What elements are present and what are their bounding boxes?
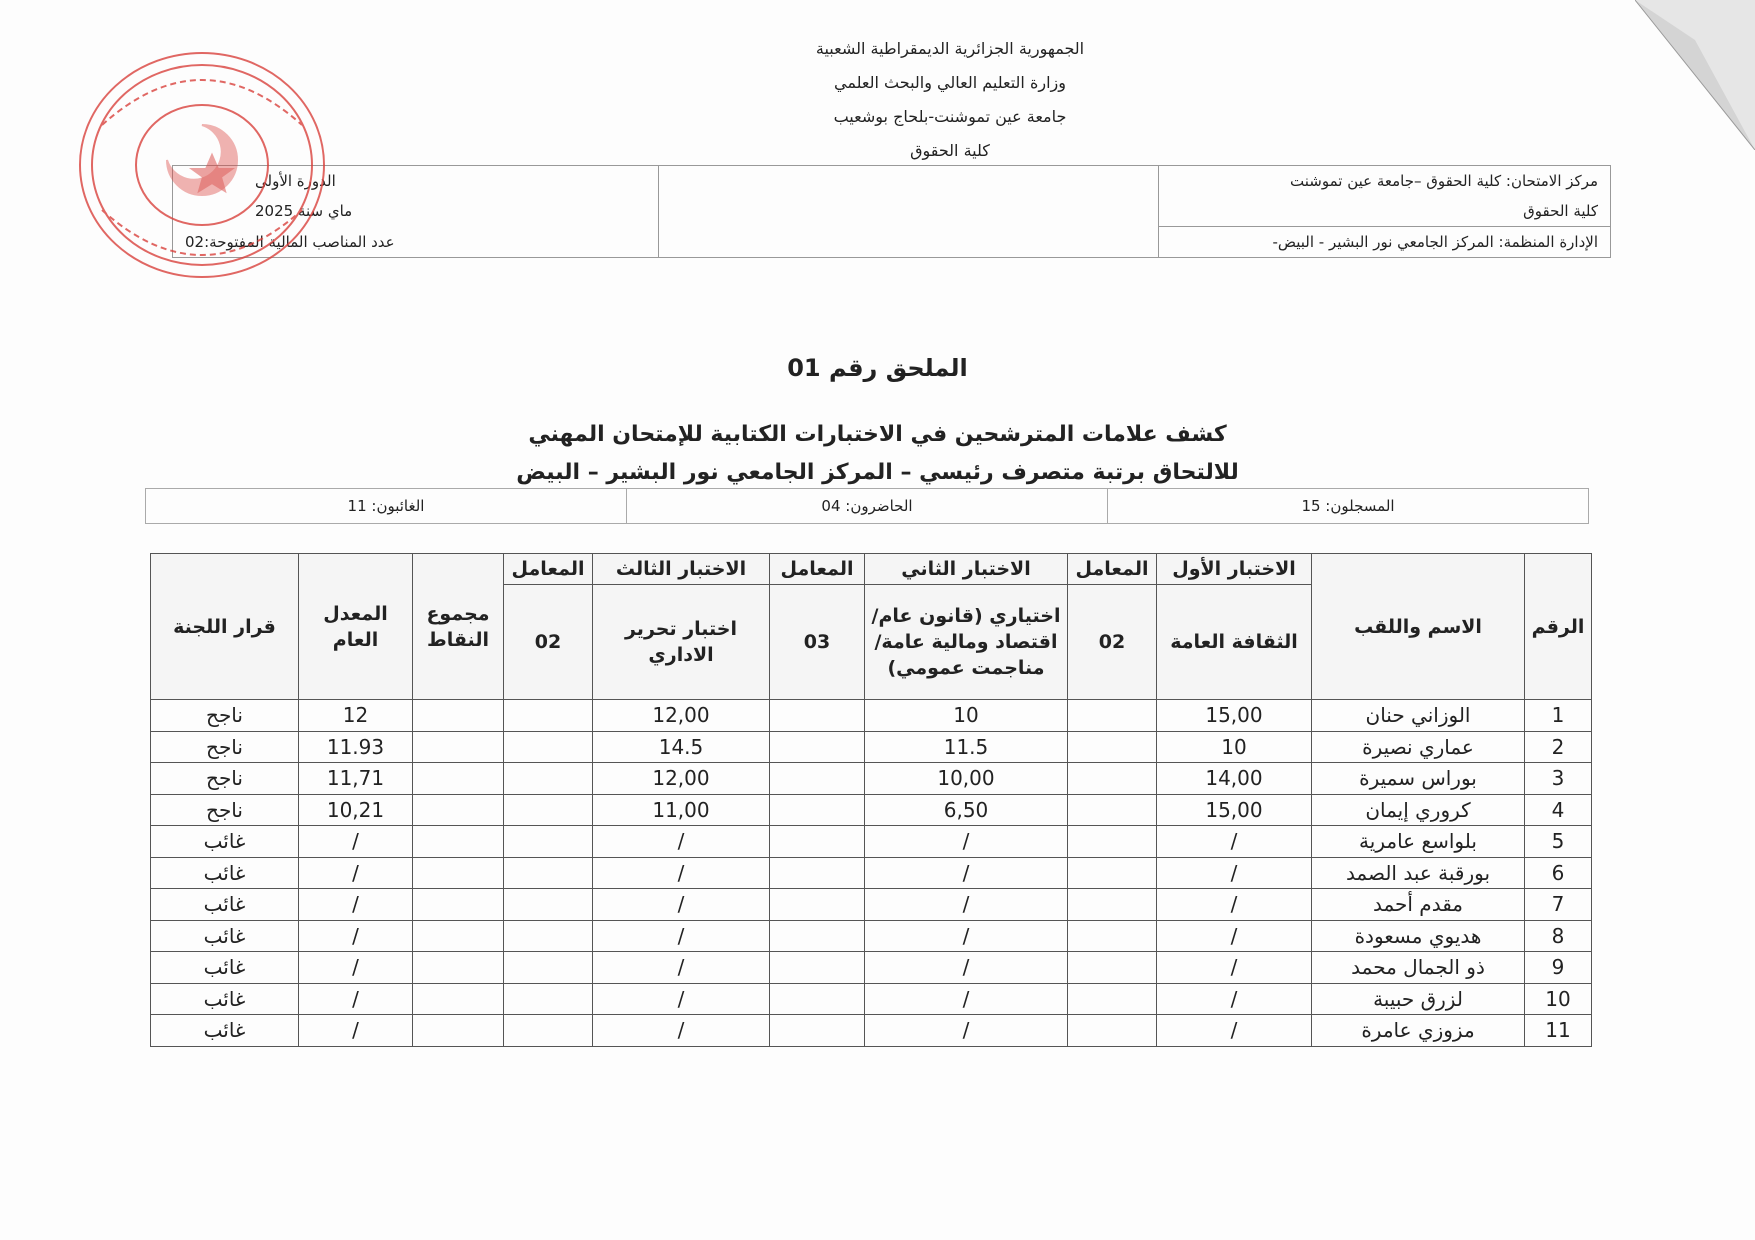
table-row: [151, 889, 1592, 921]
general-average: 10,21: [299, 794, 413, 826]
table-row: [151, 1015, 1592, 1047]
test2-score: 10,00: [865, 763, 1068, 795]
test3-score: /: [593, 857, 770, 889]
header-university: جامعة عين تموشنت-بلحاج بوشعيب: [833, 107, 1067, 126]
general-average: /: [299, 952, 413, 984]
attendance-stats-table: [145, 488, 1589, 524]
row-number: 6: [1525, 857, 1592, 889]
coef3-cell: [504, 826, 593, 858]
coef3-cell: [504, 700, 593, 732]
annex-title: الملحق رقم 01: [787, 354, 968, 382]
header-test3: الاختبار الثالث: [593, 554, 770, 585]
test2-score: 10: [865, 700, 1068, 732]
general-average: 12: [299, 700, 413, 732]
committee-decision: غائب: [151, 889, 299, 921]
folded-corner-decoration: [1635, 0, 1755, 150]
table-row: [151, 700, 1592, 732]
general-average: /: [299, 857, 413, 889]
coef3-cell: [504, 952, 593, 984]
exam-center: مركز الامتحان: كلية الحقوق –جامعة عين تموشنت: [1158, 166, 1610, 197]
coef1-cell: [1068, 857, 1157, 889]
committee-decision: غائب: [151, 857, 299, 889]
general-average: 11,71: [299, 763, 413, 795]
row-number: 11: [1525, 1015, 1592, 1047]
test1-score: 15,00: [1157, 794, 1312, 826]
header-test1-subject: الثقافة العامة: [1157, 585, 1312, 700]
table-row: [151, 983, 1592, 1015]
test3-score: 11,00: [593, 794, 770, 826]
coef3-cell: [504, 763, 593, 795]
test3-score: 14.5: [593, 731, 770, 763]
table-row: [151, 731, 1592, 763]
test2-score: /: [865, 889, 1068, 921]
candidate-name: مزوزي عامرة: [1312, 1015, 1525, 1047]
coef1-cell: [1068, 826, 1157, 858]
test2-score: 11.5: [865, 731, 1068, 763]
total-points: [413, 731, 504, 763]
candidate-name: كروري إيمان: [1312, 794, 1525, 826]
row-number: 9: [1525, 952, 1592, 984]
header-name: الاسم واللقب: [1312, 554, 1525, 700]
test1-score: /: [1157, 857, 1312, 889]
total-points: [413, 983, 504, 1015]
grades-body: [151, 700, 1592, 1047]
coef2-cell: [770, 920, 865, 952]
table-row: [151, 763, 1592, 795]
test3-score: /: [593, 952, 770, 984]
coef1-cell: [1068, 731, 1157, 763]
test3-score: /: [593, 826, 770, 858]
header-test2-subject: اختياري (قانون عام/اقتصاد ومالية عامة/مناجمت عمومي): [865, 585, 1068, 700]
coef2-cell: [770, 731, 865, 763]
total-points: [413, 920, 504, 952]
general-average: /: [299, 826, 413, 858]
header-average: المعدل العام: [299, 554, 413, 700]
coef2-cell: [770, 700, 865, 732]
test1-score: /: [1157, 1015, 1312, 1047]
header-number: الرقم: [1525, 554, 1592, 700]
candidate-name: بوراس سميرة: [1312, 763, 1525, 795]
general-average: /: [299, 889, 413, 921]
committee-decision: ناجح: [151, 700, 299, 732]
test1-score: 10: [1157, 731, 1312, 763]
test1-score: /: [1157, 920, 1312, 952]
university-seal-stamp: [72, 45, 332, 285]
table-row: [151, 826, 1592, 858]
test1-score: /: [1157, 889, 1312, 921]
coef2-cell: [770, 889, 865, 921]
coef2-cell: [770, 763, 865, 795]
header-test1: الاختبار الأول: [1157, 554, 1312, 585]
table-row: [151, 794, 1592, 826]
test2-score: /: [865, 952, 1068, 984]
coef1-cell: [1068, 1015, 1157, 1047]
test2-score: /: [865, 826, 1068, 858]
coef1-cell: [1068, 983, 1157, 1015]
row-number: 4: [1525, 794, 1592, 826]
total-points: [413, 857, 504, 889]
committee-decision: ناجح: [151, 731, 299, 763]
coef3-cell: [504, 1015, 593, 1047]
committee-decision: غائب: [151, 920, 299, 952]
row-number: 7: [1525, 889, 1592, 921]
coef1-cell: [1068, 889, 1157, 921]
test1-score: 15,00: [1157, 700, 1312, 732]
test1-score: /: [1157, 952, 1312, 984]
coef2-cell: [770, 794, 865, 826]
test3-score: 12,00: [593, 763, 770, 795]
total-points: [413, 889, 504, 921]
date-label: ماي سنة 2025: [255, 202, 353, 221]
title-line-1: كشف علامات المترشحين في الاختبارات الكتابية للإمتحان المهني: [528, 422, 1227, 447]
header-coef1-value: 02: [1068, 585, 1157, 700]
total-points: [413, 794, 504, 826]
total-points: [413, 826, 504, 858]
header-ministry: وزارة التعليم العالي والبحث العلمي: [834, 73, 1066, 92]
test2-score: /: [865, 920, 1068, 952]
test3-score: 12,00: [593, 700, 770, 732]
total-points: [413, 763, 504, 795]
general-average: /: [299, 983, 413, 1015]
total-points: [413, 700, 504, 732]
test3-score: /: [593, 1015, 770, 1047]
coef3-cell: [504, 889, 593, 921]
test2-score: 6,50: [865, 794, 1068, 826]
header-coef3-label: المعامل: [504, 554, 593, 585]
header-test3-subject: اختبار تحرير الاداري: [593, 585, 770, 700]
header-decision: قرار اللجنة: [151, 554, 299, 700]
coef1-cell: [1068, 794, 1157, 826]
row-number: 10: [1525, 983, 1592, 1015]
test2-score: /: [865, 857, 1068, 889]
absent-count: الغائبون: 11: [146, 489, 627, 524]
coef1-cell: [1068, 920, 1157, 952]
header-coef2-label: المعامل: [770, 554, 865, 585]
coef2-cell: [770, 952, 865, 984]
registered-count: المسجلون: 15: [1108, 489, 1589, 524]
test1-score: 14,00: [1157, 763, 1312, 795]
document-title: [0, 416, 1755, 492]
row-number: 1: [1525, 700, 1592, 732]
candidate-name: ذو الجمال محمد: [1312, 952, 1525, 984]
test2-score: /: [865, 1015, 1068, 1047]
present-count: الحاضرون: 04: [627, 489, 1108, 524]
test3-score: /: [593, 920, 770, 952]
coef3-cell: [504, 983, 593, 1015]
grades-table: [150, 553, 1592, 1047]
organizing-admin: الإدارة المنظمة: المركز الجامعي نور البشير - البيض-: [1158, 227, 1610, 258]
info-blank-cell: [658, 166, 1158, 258]
table-row: [151, 920, 1592, 952]
session-label: الدورة الأولى: [255, 172, 336, 190]
row-number: 2: [1525, 731, 1592, 763]
coef2-cell: [770, 983, 865, 1015]
general-average: /: [299, 920, 413, 952]
total-points: [413, 952, 504, 984]
title-line-2: للالتحاق برتبة متصرف رئيسي – المركز الجامعي نور البشير – البيض: [516, 460, 1239, 485]
committee-decision: ناجح: [151, 794, 299, 826]
coef3-cell: [504, 920, 593, 952]
coef3-cell: [504, 857, 593, 889]
test3-score: /: [593, 889, 770, 921]
coef1-cell: [1068, 700, 1157, 732]
test1-score: /: [1157, 826, 1312, 858]
candidate-name: مقدم أحمد: [1312, 889, 1525, 921]
header-coef1-label: المعامل: [1068, 554, 1157, 585]
header-faculty: كلية الحقوق: [910, 141, 990, 160]
coef2-cell: [770, 826, 865, 858]
faculty-label: كلية الحقوق: [1158, 196, 1610, 227]
candidate-name: بورقبة عبد الصمد: [1312, 857, 1525, 889]
committee-decision: غائب: [151, 983, 299, 1015]
row-number: 3: [1525, 763, 1592, 795]
coef2-cell: [770, 1015, 865, 1047]
coef1-cell: [1068, 952, 1157, 984]
candidate-name: لزرق حبيبة: [1312, 983, 1525, 1015]
general-average: 11.93: [299, 731, 413, 763]
committee-decision: غائب: [151, 1015, 299, 1047]
header-test2: الاختبار الثاني: [865, 554, 1068, 585]
official-header: [600, 32, 1300, 168]
header-coef2-value: 03: [770, 585, 865, 700]
header-coef3-value: 02: [504, 585, 593, 700]
coef3-cell: [504, 731, 593, 763]
header-republic: الجمهورية الجزائرية الديمقراطية الشعبية: [815, 39, 1085, 58]
exam-info-table: [172, 165, 1611, 258]
committee-decision: غائب: [151, 826, 299, 858]
committee-decision: غائب: [151, 952, 299, 984]
coef3-cell: [504, 794, 593, 826]
committee-decision: ناجح: [151, 763, 299, 795]
table-row: [151, 952, 1592, 984]
candidate-name: بلواسع عامرية: [1312, 826, 1525, 858]
test2-score: /: [865, 983, 1068, 1015]
open-posts: عدد المناصب المالية المفتوحة:02: [173, 227, 659, 258]
coef1-cell: [1068, 763, 1157, 795]
header-total: مجموع النقاط: [413, 554, 504, 700]
candidate-name: عماري نصيرة: [1312, 731, 1525, 763]
row-number: 5: [1525, 826, 1592, 858]
test3-score: /: [593, 983, 770, 1015]
row-number: 8: [1525, 920, 1592, 952]
coef2-cell: [770, 857, 865, 889]
general-average: /: [299, 1015, 413, 1047]
candidate-name: الوزاني حنان: [1312, 700, 1525, 732]
candidate-name: هديوي مسعودة: [1312, 920, 1525, 952]
total-points: [413, 1015, 504, 1047]
test1-score: /: [1157, 983, 1312, 1015]
table-row: [151, 857, 1592, 889]
